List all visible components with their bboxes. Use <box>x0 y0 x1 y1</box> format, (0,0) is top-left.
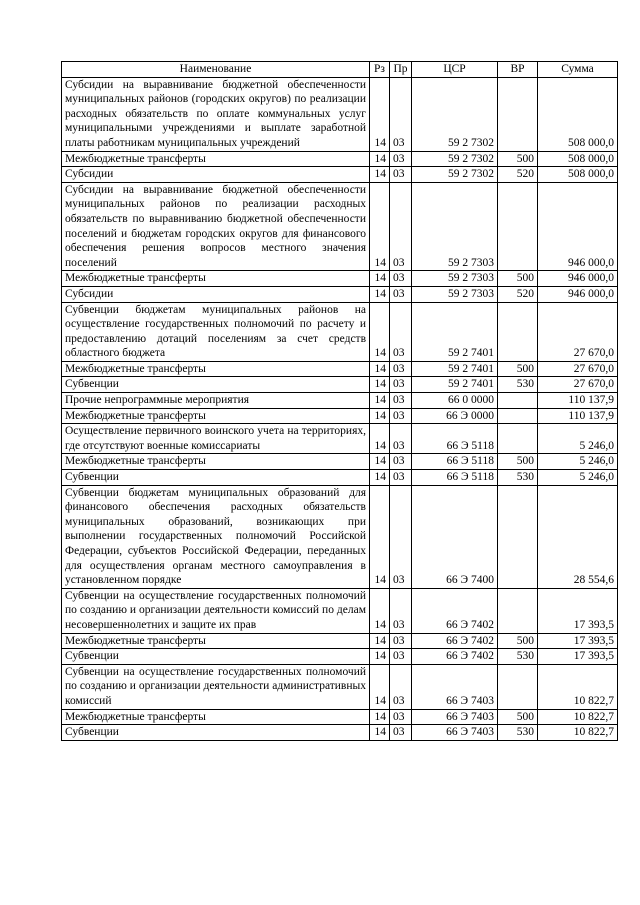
row-vr: 530 <box>498 649 538 665</box>
row-vr: 530 <box>498 725 538 741</box>
row-vr: 500 <box>498 709 538 725</box>
row-pr: 03 <box>390 271 412 287</box>
row-sum: 27 670,0 <box>538 377 618 393</box>
table-row <box>62 649 618 665</box>
row-rz: 14 <box>370 182 390 271</box>
row-pr: 03 <box>390 408 412 424</box>
row-sum: 28 554,6 <box>538 485 618 588</box>
row-sum: 5 246,0 <box>538 424 618 454</box>
row-csr: 59 2 7302 <box>412 77 498 151</box>
row-csr: 59 2 7303 <box>412 286 498 302</box>
row-csr: 66 Э 5118 <box>412 470 498 486</box>
table-row <box>62 470 618 486</box>
row-rz: 14 <box>370 408 390 424</box>
row-name: Межбюджетные трансферты <box>62 454 370 470</box>
row-csr: 59 2 7302 <box>412 167 498 183</box>
row-pr: 03 <box>390 664 412 709</box>
row-vr: 500 <box>498 633 538 649</box>
header-sum: Сумма <box>538 62 618 78</box>
row-vr <box>498 182 538 271</box>
row-csr: 66 0 0000 <box>412 393 498 409</box>
row-csr: 66 Э 7402 <box>412 633 498 649</box>
row-sum: 946 000,0 <box>538 271 618 287</box>
row-pr: 03 <box>390 725 412 741</box>
table-row <box>62 408 618 424</box>
row-sum: 17 393,5 <box>538 588 618 633</box>
row-pr: 03 <box>390 377 412 393</box>
table-row <box>62 271 618 287</box>
table-row <box>62 361 618 377</box>
row-rz: 14 <box>370 271 390 287</box>
row-vr: 530 <box>498 470 538 486</box>
row-sum: 17 393,5 <box>538 649 618 665</box>
row-sum: 508 000,0 <box>538 167 618 183</box>
row-csr: 59 2 7302 <box>412 151 498 167</box>
row-name: Субсидии на выравнивание бюджетной обеспеченности муниципальных районов (городских округов) по реализации расходных обязательств по оплате коммунальных услуг муниципальными учреждениями и выплате заработной платы работникам муниципальных учреждений <box>62 77 370 151</box>
row-csr: 66 Э 7402 <box>412 649 498 665</box>
row-csr: 66 Э 7403 <box>412 725 498 741</box>
row-rz: 14 <box>370 725 390 741</box>
row-rz: 14 <box>370 302 390 361</box>
row-csr: 66 Э 5118 <box>412 454 498 470</box>
table-row <box>62 393 618 409</box>
table-row <box>62 377 618 393</box>
row-sum: 17 393,5 <box>538 633 618 649</box>
row-vr <box>498 77 538 151</box>
row-sum: 5 246,0 <box>538 454 618 470</box>
header-vr: ВР <box>498 62 538 78</box>
row-sum: 5 246,0 <box>538 470 618 486</box>
row-vr <box>498 424 538 454</box>
row-vr <box>498 485 538 588</box>
row-vr <box>498 393 538 409</box>
row-pr: 03 <box>390 393 412 409</box>
row-rz: 14 <box>370 664 390 709</box>
row-pr: 03 <box>390 182 412 271</box>
row-sum: 27 670,0 <box>538 302 618 361</box>
row-pr: 03 <box>390 633 412 649</box>
table-row <box>62 454 618 470</box>
row-pr: 03 <box>390 588 412 633</box>
row-sum: 508 000,0 <box>538 77 618 151</box>
row-sum: 10 822,7 <box>538 725 618 741</box>
budget-table <box>61 61 618 741</box>
row-pr: 03 <box>390 470 412 486</box>
row-name: Субвенции <box>62 725 370 741</box>
row-name: Субвенции бюджетам муниципальных образований для финансового обеспечения расходных обязательств муниципальных образований, возникающих при выполнении государственных полномочий Российской Федерации, субъектов Российской Федерации, переданных для осуществления органам местного самоуправления в установленном порядке <box>62 485 370 588</box>
row-name: Субвенции <box>62 377 370 393</box>
row-vr <box>498 302 538 361</box>
row-pr: 03 <box>390 151 412 167</box>
row-name: Межбюджетные трансферты <box>62 633 370 649</box>
row-rz: 14 <box>370 361 390 377</box>
table-row <box>62 77 618 151</box>
row-csr: 59 2 7401 <box>412 377 498 393</box>
table-row <box>62 633 618 649</box>
row-name: Межбюджетные трансферты <box>62 271 370 287</box>
header-rz: Рз <box>370 62 390 78</box>
row-csr: 66 Э 7402 <box>412 588 498 633</box>
row-rz: 14 <box>370 151 390 167</box>
row-rz: 14 <box>370 77 390 151</box>
row-csr: 66 Э 0000 <box>412 408 498 424</box>
header-pr: Пр <box>390 62 412 78</box>
row-name: Субсидии <box>62 286 370 302</box>
row-vr: 500 <box>498 361 538 377</box>
row-rz: 14 <box>370 454 390 470</box>
row-sum: 946 000,0 <box>538 182 618 271</box>
header-name: Наименование <box>62 62 370 78</box>
table-row <box>62 725 618 741</box>
row-sum: 27 670,0 <box>538 361 618 377</box>
row-name: Субвенции на осуществление государственных полномочий по созданию и организации деятельности комиссий по делам несовершеннолетних и защите их прав <box>62 588 370 633</box>
row-rz: 14 <box>370 485 390 588</box>
row-vr: 500 <box>498 271 538 287</box>
row-csr: 66 Э 7403 <box>412 664 498 709</box>
row-vr: 520 <box>498 167 538 183</box>
row-name: Осуществление первичного воинского учета на территориях, где отсутствуют военные комиссариаты <box>62 424 370 454</box>
row-pr: 03 <box>390 485 412 588</box>
row-sum: 508 000,0 <box>538 151 618 167</box>
row-name: Межбюджетные трансферты <box>62 151 370 167</box>
row-rz: 14 <box>370 424 390 454</box>
row-rz: 14 <box>370 470 390 486</box>
row-csr: 59 2 7401 <box>412 361 498 377</box>
row-pr: 03 <box>390 361 412 377</box>
row-sum: 110 137,9 <box>538 393 618 409</box>
header-csr: ЦСР <box>412 62 498 78</box>
row-sum: 946 000,0 <box>538 286 618 302</box>
row-name: Межбюджетные трансферты <box>62 709 370 725</box>
row-pr: 03 <box>390 302 412 361</box>
row-name: Субвенции на осуществление государственных полномочий по созданию и организации деятельности административных комиссий <box>62 664 370 709</box>
table-row <box>62 167 618 183</box>
row-csr: 66 Э 7400 <box>412 485 498 588</box>
row-csr: 59 2 7401 <box>412 302 498 361</box>
row-pr: 03 <box>390 286 412 302</box>
table-row <box>62 151 618 167</box>
table-row <box>62 664 618 709</box>
row-vr <box>498 408 538 424</box>
table-row <box>62 588 618 633</box>
row-pr: 03 <box>390 77 412 151</box>
row-pr: 03 <box>390 424 412 454</box>
row-rz: 14 <box>370 393 390 409</box>
table-row <box>62 485 618 588</box>
row-rz: 14 <box>370 633 390 649</box>
row-csr: 59 2 7303 <box>412 271 498 287</box>
row-name: Межбюджетные трансферты <box>62 361 370 377</box>
row-csr: 66 Э 5118 <box>412 424 498 454</box>
row-name: Субвенции <box>62 649 370 665</box>
row-vr: 530 <box>498 377 538 393</box>
row-rz: 14 <box>370 286 390 302</box>
row-vr <box>498 664 538 709</box>
row-vr: 500 <box>498 151 538 167</box>
row-name: Субсидии на выравнивание бюджетной обеспеченности муниципальных районов по реализации расходных обязательств по выравниванию бюджетной обеспеченности поселений и бюджетам городских округов для финансового обеспечения решения вопросов местного значения поселений <box>62 182 370 271</box>
row-sum: 10 822,7 <box>538 709 618 725</box>
row-rz: 14 <box>370 649 390 665</box>
row-pr: 03 <box>390 167 412 183</box>
row-sum: 10 822,7 <box>538 664 618 709</box>
row-name: Межбюджетные трансферты <box>62 408 370 424</box>
row-rz: 14 <box>370 588 390 633</box>
table-header-row <box>62 62 618 78</box>
row-rz: 14 <box>370 377 390 393</box>
table-row <box>62 182 618 271</box>
row-name: Субсидии <box>62 167 370 183</box>
table-row <box>62 709 618 725</box>
row-vr: 520 <box>498 286 538 302</box>
row-name: Субвенции бюджетам муниципальных районов на осуществление государственных полномочий по расчету и предоставлению дотаций поселениям за счет средств областного бюджета <box>62 302 370 361</box>
row-rz: 14 <box>370 709 390 725</box>
table-row <box>62 302 618 361</box>
row-rz: 14 <box>370 167 390 183</box>
row-pr: 03 <box>390 649 412 665</box>
row-vr: 500 <box>498 454 538 470</box>
table-row <box>62 286 618 302</box>
row-pr: 03 <box>390 709 412 725</box>
row-sum: 110 137,9 <box>538 408 618 424</box>
row-name: Прочие непрограммные мероприятия <box>62 393 370 409</box>
table-row <box>62 424 618 454</box>
row-vr <box>498 588 538 633</box>
row-csr: 66 Э 7403 <box>412 709 498 725</box>
row-name: Субвенции <box>62 470 370 486</box>
row-pr: 03 <box>390 454 412 470</box>
row-csr: 59 2 7303 <box>412 182 498 271</box>
